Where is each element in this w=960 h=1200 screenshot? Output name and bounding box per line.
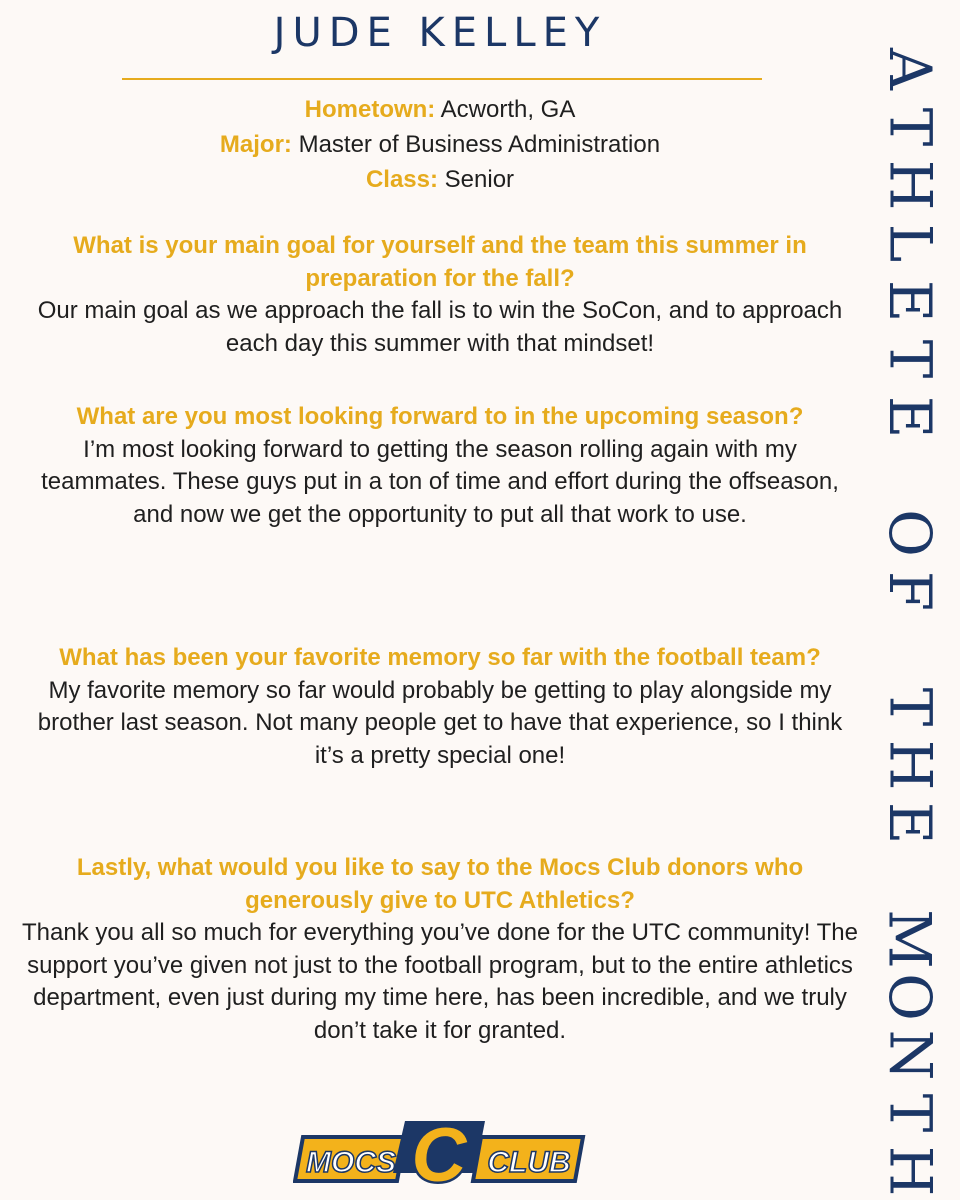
qa-block [20, 642, 860, 772]
side-title-letter: H [876, 159, 944, 211]
side-title-letter: N [876, 1029, 944, 1081]
qa-block [20, 852, 860, 1047]
side-title-letter: T [876, 1093, 944, 1133]
info-major [40, 127, 840, 162]
side-title-letter [881, 466, 939, 484]
answer: I’m most looking forward to getting the season rolling again with my teammates. These guys put in a ton of time and effort during the offseason, and now we get the opportunity to put all that work to use. [41, 435, 839, 528]
info-label: Class: [365, 166, 438, 193]
info-value: Acworth, GA [440, 96, 576, 123]
side-title-letter: E [876, 801, 944, 845]
side-title-letter: T [876, 687, 944, 727]
logo-right-text: CLUB [487, 1146, 571, 1179]
answer: My favorite memory so far would probably be getting to play alongside my brother last season. Not many people get to have that experience, so I think it’s a pretty special one! [37, 676, 843, 769]
question: What is your main goal for yourself and the team this summer in preparation for the fall? [73, 232, 807, 292]
side-title-vertical [875, 40, 945, 1197]
qa-block [20, 230, 860, 360]
logo-center-letter: C [411, 1115, 467, 1195]
info-value: Master of Business Administration [298, 131, 661, 158]
side-title-letter [881, 872, 939, 890]
answer: Thank you all so much for everything you’ve done for the UTC community! The support you’ve given not just to the football program, but to the entire athletics department, even just during my time here, has been incredible, and we truly don’t take it for granted. [22, 919, 858, 1044]
side-title-letter: H [876, 1145, 944, 1197]
answer: Our main goal as we approach the fall is to win the SoCon, and to approach each day this summer with that mindset! [37, 297, 843, 357]
athlete-name: JUDE KELLEY [273, 10, 607, 56]
side-title-letter: O [876, 509, 944, 557]
side-title-letter: E [876, 279, 944, 323]
athlete-info [40, 92, 840, 197]
mocs-club-logo [293, 1115, 593, 1195]
side-title-letter: A [875, 48, 944, 90]
info-value: Senior [444, 166, 515, 193]
side-title-letter: F [876, 570, 944, 612]
side-title-letter: O [876, 973, 944, 1021]
question: What are you most looking forward to in the upcoming season? [76, 403, 804, 430]
side-title-letter: L [875, 223, 944, 263]
qa-block [20, 401, 860, 531]
side-title-letter [881, 640, 939, 658]
side-title-letter: M [875, 909, 944, 969]
side-title-letter: H [876, 739, 944, 791]
logo-left-text: MOCS [306, 1146, 396, 1179]
info-label: Hometown: [304, 96, 436, 123]
side-title-letter: T [876, 339, 944, 379]
divider [122, 78, 762, 80]
side-title-letter: E [876, 395, 944, 439]
info-class [40, 162, 840, 197]
info-label: Major: [219, 131, 292, 158]
question: Lastly, what would you like to say to the Mocs Club donors who generously give to UTC Athletics? [76, 854, 804, 914]
question: What has been your favorite memory so far with the football team? [59, 644, 821, 671]
info-hometown [40, 92, 840, 127]
side-title-letter: T [876, 107, 944, 147]
